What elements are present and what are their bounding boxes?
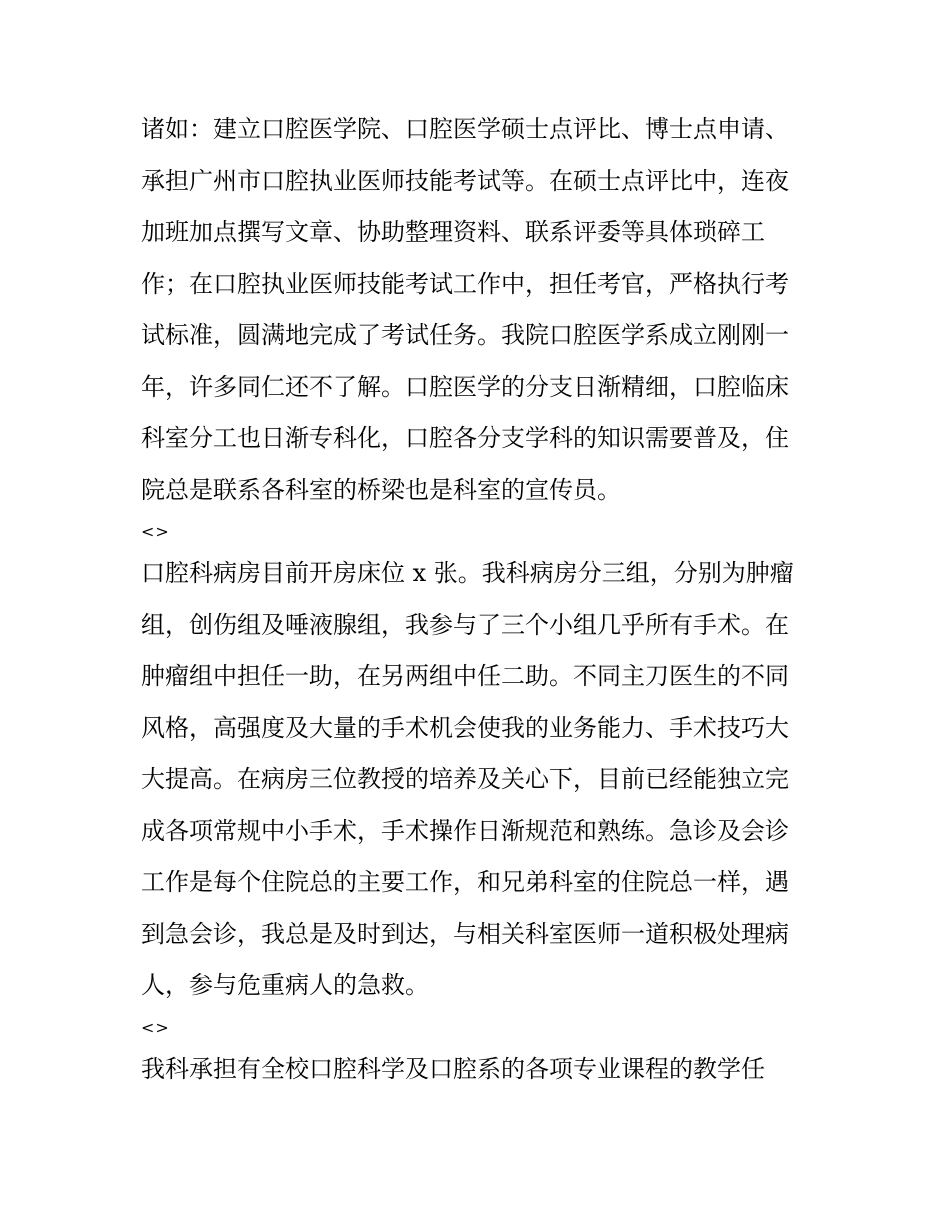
text-line: 大提高。在病房三位教授的培养及关心下，目前已经能独立完 <box>141 765 789 793</box>
paragraph-2 <box>141 548 816 1012</box>
text-line: 院总是联系各科室的桥梁也是科室的宣传员。 <box>141 475 621 504</box>
text-line: 年，许多同仁还不了解。口腔医学的分支日渐精细，口腔临床 <box>141 372 789 401</box>
text-line: 科室分工也日渐专科化，口腔各分支学科的知识需要普及，住 <box>141 424 789 452</box>
text-line: 诸如：建立口腔医学院、口腔医学硕士点评比、博士点申请、 <box>141 115 789 143</box>
text-line: 风格，高强度及大量的手术机会使我的业务能力、手术技巧大 <box>141 713 789 742</box>
text-line: 到急会诊，我总是及时到达，与相关科室医师一道积极处理病 <box>141 919 789 948</box>
text-line: 口腔科病房目前开房床位 x 张。我科病房分三组，分别为肿瘤 <box>141 559 794 587</box>
text-line: 我科承担有全校口腔科学及口腔系的各项专业课程的教学任 <box>141 1054 765 1083</box>
paragraph-3 <box>141 1044 816 1096</box>
text-line: 人，参与危重病人的急救。 <box>141 971 429 999</box>
text-line: 组，创伤组及唾液腺组，我参与了三个小组几乎所有手术。在 <box>141 610 789 639</box>
text-line: 作；在口腔执业医师技能考试工作中，担任考官，严格执行考 <box>141 269 789 298</box>
text-line: 加班加点撰写文章、协助整理资料、联系评委等具体琐碎工 <box>141 218 765 246</box>
text-line: 试标准，圆满地完成了考试任务。我院口腔医学系成立刚刚一 <box>141 321 789 349</box>
text-line: 成各项常规中小手术，手术操作日渐规范和熟练。急诊及会诊 <box>141 816 789 845</box>
text-line: 承担广州市口腔执业医师技能考试等。在硕士点评比中，连夜 <box>141 166 789 195</box>
text-line: 肿瘤组中担任一助，在另两组中任二助。不同主刀医生的不同 <box>141 662 789 690</box>
paragraph-1 <box>141 104 816 516</box>
separator-marker: <> <box>141 522 170 541</box>
separator-marker: <> <box>141 1017 170 1037</box>
text-line: 工作是每个住院总的主要工作，和兄弟科室的住院总一样，遇 <box>141 868 789 896</box>
document-body <box>141 104 816 1095</box>
